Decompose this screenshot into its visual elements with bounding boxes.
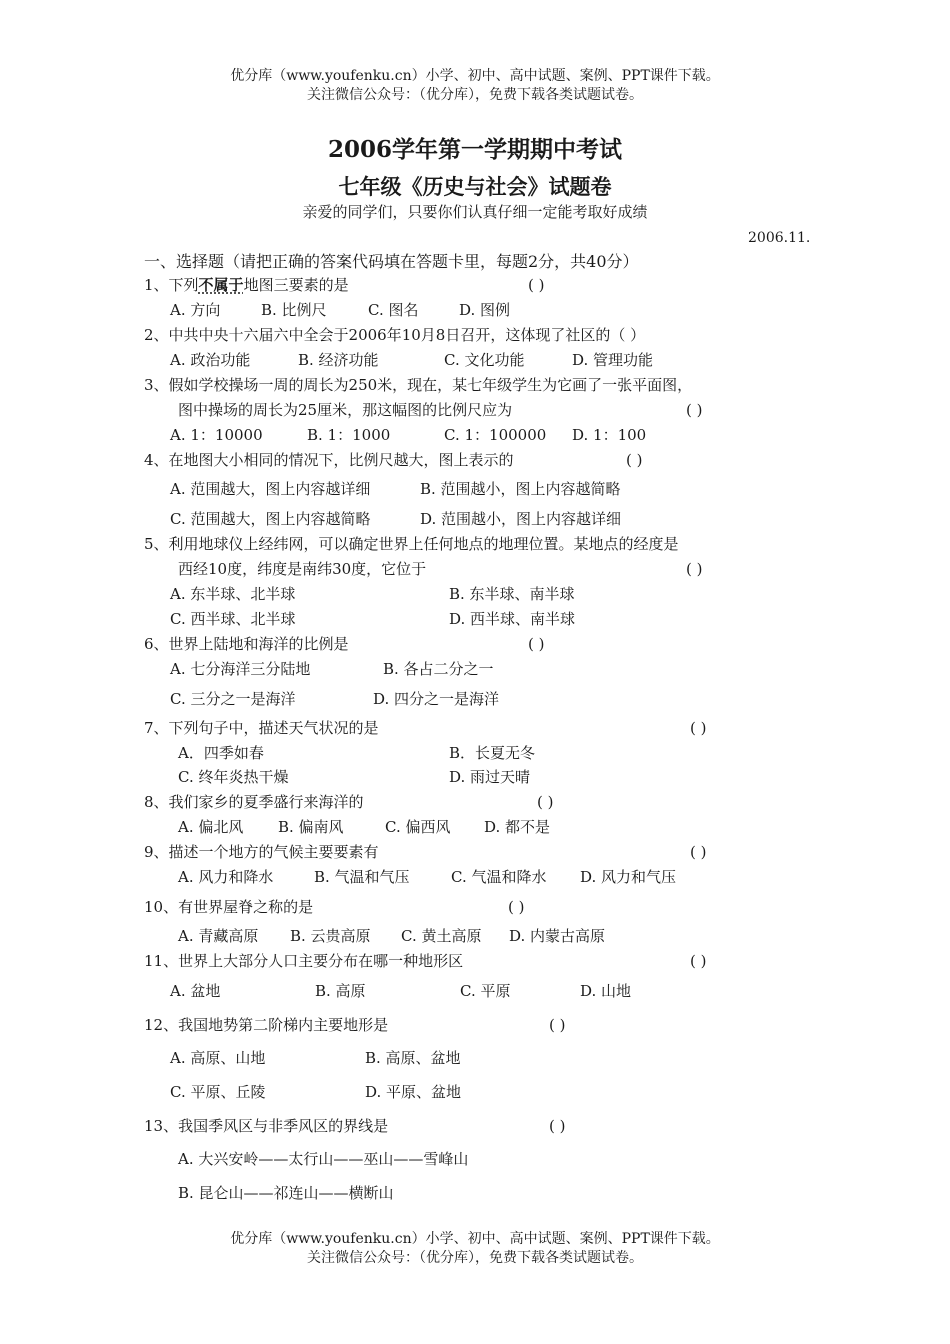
q1-option-c: C. 图名 (368, 301, 419, 319)
question-13: 13、我国季风区与非季风区的界线是 (144, 1117, 389, 1135)
q10-option-a: A. 青藏高原 (178, 927, 259, 945)
q5-option-c: C. 西半球、北半球 (170, 610, 296, 628)
question-11: 11、世界上大部分人口主要分布在哪一种地形区 (144, 952, 464, 970)
q9-answer-paren: ( ) (690, 843, 707, 861)
q6-answer-paren: ( ) (528, 635, 545, 653)
question-10: 10、有世界屋脊之称的是 (144, 898, 314, 916)
q7-answer-paren: ( ) (690, 719, 707, 737)
q1-text-pre: 1、下列 (144, 276, 199, 294)
q6-option-b: B. 各占二分之一 (383, 660, 494, 678)
footer-line-2: 关注微信公众号：（优分库），免费下载各类试题试卷。 (307, 1250, 643, 1266)
question-12: 12、我国地势第二阶梯内主要地形是 (144, 1016, 389, 1034)
question-8: 8、我们家乡的夏季盛行来海洋的 (144, 793, 364, 811)
q4-option-d: D. 范围越小，图上内容越详细 (420, 510, 622, 528)
footer-line-1: 优分库（www.youfenku.cn）小学、初中、高中试题、案例、PPT课件下载。 (230, 1231, 720, 1247)
q2-option-c: C. 文化功能 (444, 351, 525, 369)
q1-option-b: B. 比例尺 (261, 301, 327, 319)
question-1 (144, 275, 349, 295)
q4-option-a: A. 范围越大，图上内容越详细 (170, 480, 371, 498)
exam-date: 2006.11. (748, 230, 811, 246)
q3-answer-paren: ( ) (686, 401, 703, 419)
q12-option-d: D. 平原、盆地 (365, 1083, 462, 1101)
q8-option-c: C. 偏西风 (385, 818, 451, 836)
q1-emphasis: 不属于 (198, 276, 244, 294)
q4-answer-paren: ( ) (626, 451, 643, 469)
q5-option-a: A. 东半球、北半球 (170, 585, 296, 603)
q8-option-b: B. 偏南风 (278, 818, 344, 836)
q10-option-b: B. 云贵高原 (290, 927, 371, 945)
q11-option-b: B. 高原 (315, 982, 366, 1000)
question-3-line-2: 图中操场的周长为25厘米，那这幅图的比例尺应为 (178, 401, 513, 419)
exam-title: 2006学年第一学期期中考试 (327, 136, 622, 163)
q3-option-b: B. 1：1000 (307, 426, 391, 444)
q4-option-c: C. 范围越大，图上内容越简略 (170, 510, 371, 528)
q1-option-d: D. 图例 (459, 301, 511, 319)
q6-option-c: C. 三分之一是海洋 (170, 690, 296, 708)
header-line-2: 关注微信公众号：（优分库），免费下载各类试题试卷。 (307, 87, 643, 103)
q7-option-d: D. 雨过天晴 (449, 768, 531, 786)
q4-option-b: B. 范围越小，图上内容越简略 (420, 480, 621, 498)
q11-option-c: C. 平原 (460, 982, 511, 1000)
q2-option-a: A. 政治功能 (170, 351, 251, 369)
q9-option-d: D. 风力和气压 (580, 868, 677, 886)
question-7: 7、下列句子中，描述天气状况的是 (144, 719, 379, 737)
q5-answer-paren: ( ) (686, 560, 703, 578)
q5-option-d: D. 西半球、南半球 (449, 610, 576, 628)
q9-option-a: A. 风力和降水 (178, 868, 274, 886)
question-5-line-2: 西经10度，纬度是南纬30度，它位于 (178, 560, 427, 578)
q3-option-c: C. 1：100000 (444, 426, 547, 444)
q7-option-b: B．长夏无冬 (449, 744, 536, 762)
question-2: 2、中共中央十六届六中全会于2006年10月8日召开，这体现了社区的（ ） (144, 326, 646, 344)
question-6: 6、世界上陆地和海洋的比例是 (144, 635, 349, 653)
q3-option-a: A. 1：10000 (170, 426, 263, 444)
q7-option-c: C. 终年炎热干燥 (178, 768, 289, 786)
q8-option-d: D. 都不是 (484, 818, 551, 836)
q1-answer-paren: ( ) (528, 276, 545, 294)
q11-option-d: D. 山地 (580, 982, 632, 1000)
question-4: 4、在地图大小相同的情况下，比例尺越大，图上表示的 (144, 451, 514, 469)
q7-option-a: A．四季如春 (178, 744, 264, 762)
q10-option-d: D. 内蒙古高原 (509, 927, 606, 945)
section-heading: 一、选择题（请把正确的答案代码填在答题卡里，每题2分，共40分） (144, 252, 639, 271)
q2-option-d: D. 管理功能 (572, 351, 654, 369)
q1-option-a: A. 方向 (170, 301, 221, 319)
q1-text-post: 地图三要素的是 (243, 276, 349, 294)
q6-option-a: A. 七分海洋三分陆地 (170, 660, 311, 678)
q2-option-b: B. 经济功能 (298, 351, 379, 369)
q10-option-c: C. 黄土高原 (401, 927, 482, 945)
q12-option-c: C. 平原、丘陵 (170, 1083, 266, 1101)
question-9: 9、描述一个地方的气候主要要素有 (144, 843, 379, 861)
question-5-line-1: 5、利用地球仪上经纬网，可以确定世界上任何地点的地理位置。某地点的经度是 (144, 535, 679, 553)
q3-option-d: D. 1：100 (572, 426, 647, 444)
header-line-1: 优分库（www.youfenku.cn）小学、初中、高中试题、案例、PPT课件下载。 (230, 68, 720, 84)
q13-answer-paren: ( ) (549, 1117, 566, 1135)
q8-option-a: A. 偏北风 (178, 818, 244, 836)
q11-answer-paren: ( ) (690, 952, 707, 970)
q6-option-d: D. 四分之一是海洋 (373, 690, 500, 708)
q10-answer-paren: ( ) (508, 898, 525, 916)
q12-answer-paren: ( ) (549, 1016, 566, 1034)
q11-option-a: A. 盆地 (170, 982, 221, 1000)
q13-option-a: A. 大兴安岭——太行山——巫山——雪峰山 (178, 1150, 469, 1168)
exam-subtitle: 七年级《历史与社会》试题卷 (338, 174, 612, 199)
q12-option-b: B. 高原、盆地 (365, 1049, 461, 1067)
q5-option-b: B. 东半球、南半球 (449, 585, 575, 603)
question-3-line-1: 3、假如学校操场一周的周长为250米，现在，某七年级学生为它画了一张平面图， (144, 376, 693, 394)
q9-option-b: B. 气温和气压 (314, 868, 410, 886)
q9-option-c: C. 气温和降水 (451, 868, 547, 886)
q12-option-a: A. 高原、山地 (170, 1049, 266, 1067)
greeting: 亲爱的同学们，只要你们认真仔细一定能考取好成绩 (302, 203, 648, 221)
q8-answer-paren: ( ) (537, 793, 554, 811)
q13-option-b: B. 昆仑山——祁连山——横断山 (178, 1184, 394, 1202)
